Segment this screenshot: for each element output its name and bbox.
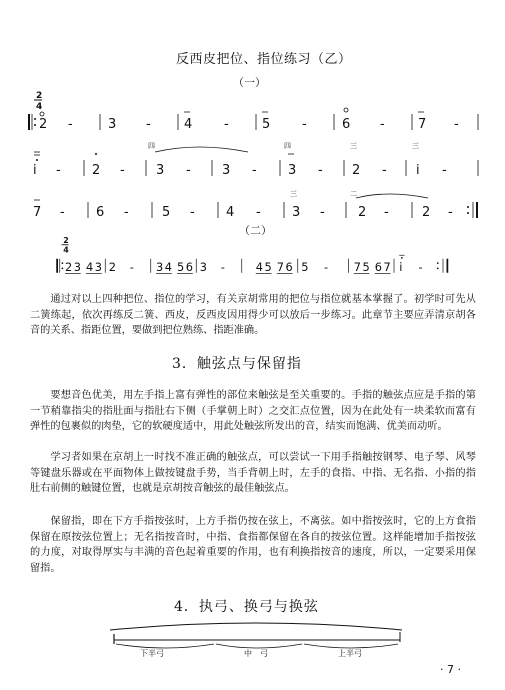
svg-text:5: 5 <box>177 260 185 274</box>
svg-text:6: 6 <box>374 260 382 274</box>
svg-text:四: 四 <box>284 142 291 150</box>
svg-text:-: - <box>320 205 325 220</box>
svg-text:3: 3 <box>94 260 102 274</box>
svg-text:2: 2 <box>422 205 431 220</box>
svg-text:4: 4 <box>164 260 172 274</box>
svg-text:5: 5 <box>301 260 309 274</box>
time-sig-top-2: 2 <box>63 236 69 245</box>
section-4-heading: 4．执弓、换弓与换弦 <box>174 599 319 615</box>
svg-text:6: 6 <box>342 117 351 132</box>
bow-label-lower-half: 下半弓 <box>140 649 164 658</box>
bow-diagram <box>106 612 406 658</box>
svg-text:-: - <box>324 260 329 274</box>
svg-text:3: 3 <box>199 260 207 274</box>
intro-paragraph: 通过对以上四种把位、指位的学习，有关京胡常用的把位与指位就基本掌握了。初学时可先从二簧练起，依次再练反二簧、西皮，反西皮因用得少可以放后一步练习。此章节主要应弄清京胡各音的关系、指距位置，要做到把位熟练、指距准确。 <box>30 294 476 336</box>
section-3-heading: 3．触弦点与保留指 <box>172 356 302 372</box>
svg-text:5: 5 <box>362 260 370 274</box>
svg-text:2: 2 <box>39 117 48 132</box>
svg-text:-: - <box>129 260 134 274</box>
svg-text:-: - <box>382 163 387 178</box>
svg-text:-: - <box>120 163 125 178</box>
svg-text:4: 4 <box>184 117 193 132</box>
svg-text:7: 7 <box>383 260 391 274</box>
svg-text:四: 四 <box>148 142 155 150</box>
svg-text:3: 3 <box>108 117 117 132</box>
time-sig-bottom-2: 4 <box>63 245 69 255</box>
svg-text:i: i <box>399 260 403 274</box>
notation-line-1 <box>28 90 480 132</box>
notation-line-2-svg <box>28 140 480 182</box>
time-sig-top: 2 <box>36 91 43 101</box>
svg-text:-: - <box>68 117 73 132</box>
svg-text:3: 3 <box>156 260 164 274</box>
svg-text:6: 6 <box>185 260 193 274</box>
svg-text:7: 7 <box>353 260 361 274</box>
svg-text:-: - <box>190 205 195 220</box>
time-sig-bottom: 4 <box>36 102 43 112</box>
svg-text:-: - <box>186 163 191 178</box>
part-one-label: （一） <box>233 76 266 89</box>
svg-text:3: 3 <box>222 163 231 178</box>
svg-text:-: - <box>256 205 261 220</box>
svg-text:2: 2 <box>92 163 101 178</box>
svg-text:5: 5 <box>262 117 271 132</box>
svg-text:3: 3 <box>156 163 165 178</box>
svg-text:-: - <box>60 205 65 220</box>
notation-line-4 <box>28 236 480 278</box>
svg-text:-: - <box>124 205 129 220</box>
svg-text:7: 7 <box>33 205 42 220</box>
svg-text:4: 4 <box>86 260 94 274</box>
bow-label-middle: 中 弓 <box>244 649 268 658</box>
svg-text:3: 3 <box>292 205 301 220</box>
svg-text:3: 3 <box>288 163 297 178</box>
exercise-title: 反西皮把位、指位练习（乙） <box>176 52 352 67</box>
svg-text:4: 4 <box>226 205 235 220</box>
svg-text:-: - <box>302 117 307 132</box>
svg-text:二: 二 <box>350 190 357 198</box>
svg-text:2: 2 <box>65 260 73 274</box>
section-3-paragraph-3: 保留指，即在下方手指按弦时，上方手指仍按在弦上，不离弦。如中指按弦时，它的上方食指保留在原按弦位置上；无名指按音时，中指、食指都保留在各自的按弦位置。这样能增加手指按弦的力度，对取得厚实与丰满的音色起着重要的作用，也有利换指按音的速度，所以，一定要采用保留指。 <box>30 516 476 574</box>
section-3-paragraph-1: 要想音色优美，用左手指上富有弹性的部位来触弦是至关重要的。手指的触弦点应是手指的第一节稍靠指尖的指肚面与指肚右下侧（手掌朝上时）之交汇点位置，因为在此处有一块柔软而富有弹性的包裹似的肉垫，它的软硬度适中，用此处触弦所发出的音，结实而饱满、优美而动听。 <box>30 390 476 432</box>
svg-text:-: - <box>454 117 459 132</box>
svg-text:-: - <box>224 117 229 132</box>
svg-text:三: 三 <box>290 190 297 198</box>
part-two-label: （二） <box>239 224 272 237</box>
svg-text:-: - <box>56 163 61 178</box>
svg-text:-: - <box>146 117 151 132</box>
notation-line-4-svg <box>28 236 480 278</box>
svg-text:6: 6 <box>96 205 105 220</box>
svg-text:6: 6 <box>285 260 293 274</box>
svg-text:5: 5 <box>162 205 171 220</box>
section-3-paragraph-2: 学习者如果在京胡上一时找不准正确的触弦点，可以尝试一下用手指触按钢琴、电子琴、风琴等键盘乐器或在平面物体上做按键盘手势，当手背朝上时，左手的食指、中指、无名指、小指的指肚右前侧的触键位置，也就是京胡按音触弦的最佳触弦点。 <box>30 452 476 494</box>
svg-text:2: 2 <box>108 260 116 274</box>
notation-line-2 <box>28 140 480 182</box>
bow-label-upper-half: 上半弓 <box>338 649 362 658</box>
svg-text:-: - <box>418 260 423 274</box>
svg-text:7: 7 <box>276 260 284 274</box>
svg-text:2: 2 <box>352 163 361 178</box>
svg-text:三: 三 <box>412 142 419 150</box>
svg-text:-: - <box>318 163 323 178</box>
svg-text:5: 5 <box>264 260 272 274</box>
svg-text:3: 3 <box>73 260 81 274</box>
svg-text:-: - <box>448 205 453 220</box>
svg-text:-: - <box>220 260 225 274</box>
svg-text:-: - <box>380 117 385 132</box>
svg-text:i: i <box>33 163 37 178</box>
svg-text:-: - <box>252 163 257 178</box>
notation-line-1-svg <box>28 90 480 132</box>
svg-text:-: - <box>442 163 447 178</box>
svg-text:三: 三 <box>350 142 357 150</box>
svg-text:-: - <box>384 205 389 220</box>
svg-text:i: i <box>416 163 420 178</box>
svg-text:4: 4 <box>255 260 263 274</box>
svg-text:2: 2 <box>358 205 367 220</box>
svg-text:7: 7 <box>418 117 427 132</box>
page-number: · 7 · <box>440 663 461 676</box>
